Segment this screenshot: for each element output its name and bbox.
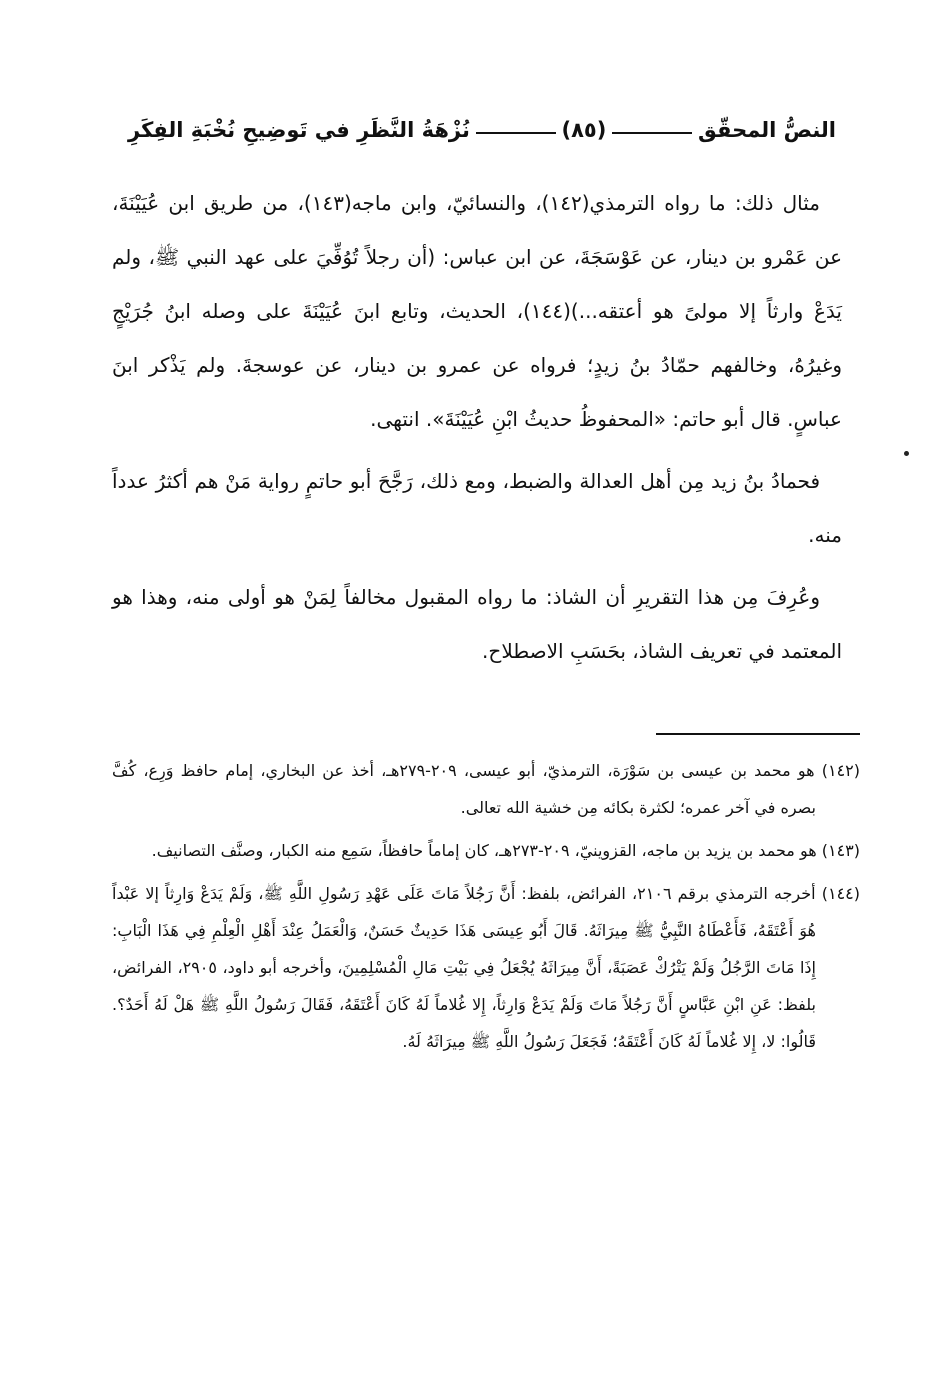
footnote: (١٤٢) هو محمد بن عيسى بن سَوْرَة، الترمذيّ، أبو عيسى، ٢٠٩-٢٧٩هـ، أخذ عن البخاري، إمام حافظ وَرِع، كُفَّ بصره في آخر عمره؛ لكثرة بكائه مِن خشية الله تعالى. [112, 761, 861, 817]
footnote: (١٤٤) أخرجه الترمذي برقم ٢١٠٦، الفرائض، بلفظ: أَنَّ رَجُلاً مَاتَ عَلَى عَهْدِ رَسُولِ اللَّهِ ﷺ، وَلَمْ يَدَعْ وَارِثاً إلا عَبْداً هُوَ أَعْتَقَهُ، فَأَعْطَاهُ النَّبِيُّ ﷺ مِيرَاثَهُ. قَالَ أَبُو عِيسَى هَذَا حَدِيثٌ حَسَنٌ، وَالْعَمَلُ عِنْدَ أَهْلِ الْعِلْمِ فِي هَذَا الْبَابِ: إِذَا مَاتَ الرَّجُلُ وَلَمْ يَتْرُكْ عَصَبَةً، أَنَّ مِيرَاثَهُ يُجْعَلُ فِي بَيْتِ مَالِ الْمُسْلِمِينَ، وأخرجه أبو داود، ٢٩٠٥، الفرائض، بلفظ: عَنِ ابْنِ عَبَّاسٍ أَنَّ رَجُلاً مَاتَ وَلَمْ يَدَعْ وَارِثاً، إِلا غُلاماً لَهُ كَانَ أَعْتَقَهُ، فَقَالَ رَسُولُ اللَّهِ ﷺ هَلْ لَهُ أَحَدٌ؟. قَالُوا: لا، إِلا غُلاماً لَهُ كَانَ أَعْتَقَهُ؛ فَجَعَلَ رَسُولُ اللَّهِ ﷺ مِيرَاثَهُ لَهُ. [112, 884, 860, 1051]
section-title: النصُّ المحقّق [698, 118, 836, 142]
header-rule [476, 132, 556, 134]
paragraph: فحمادُ بنُ زيد مِن أهل العدالة والضبط، ومع ذلك، رَجَّحَ أبو حاتمٍ رواية مَنْ هم أكثرُ عدداً منه. [112, 469, 842, 547]
main-text [112, 176, 842, 686]
paragraph: مثال ذلك: ما رواه الترمذي(١٤٢)، والنسائيّ، وابن ماجه(١٤٣)، من طريق ابن عُيَيْنَةَ، عن عَمْرو بن دينار، عن عَوْسَجَةَ، عن ابن عباس: (أن رجلاً تُوُفِّيَ على عهد النبي ﷺ، ولم يَدَعْ وارثاً إلا مولىً هو أعتقه...)(١٤٤)، الحديث، وتابع ابنَ عُيَيْنَةَ على وصله ابنُ جُرَيْجٍ وغيرُهُ، وخالفهم حمّادُ بنُ زيدٍ؛ فرواه عن عمرو بن دينار، عن عوسجةَ. ولم يَذْكر ابنَ عباسٍ. قال أبو حاتم: «المحفوظُ حديثُ ابْنِ عُيَيْنَةَ». انتهى. [112, 191, 842, 431]
footnotes [112, 752, 860, 1066]
footnote: (١٤٣) هو محمد بن يزيد بن ماجه، القزوينيّ، ٢٠٩-٢٧٣هـ، كان إماماً حافظاً، سَمِع منه الكبار، وصنَّف التصانيف. [151, 841, 860, 860]
header-rule [612, 132, 692, 134]
paragraph: وعُرِفَ مِن هذا التقريرِ أن الشاذ: ما رواه المقبول مخالفاً لِمَنْ هو أولى منه، وهذا هو المعتمد في تعريف الشاذ، بحَسَبِ الاصطلاح. [112, 585, 842, 663]
scan-speck [904, 451, 909, 456]
page-number: (٨٥) [561, 118, 607, 142]
book-title: نُزْهَةُ النَّظَرِ في تَوضِيحِ نُخْبَةِ الفِكَرِ [128, 118, 470, 142]
running-header [128, 110, 836, 150]
footnote-separator [656, 733, 860, 735]
